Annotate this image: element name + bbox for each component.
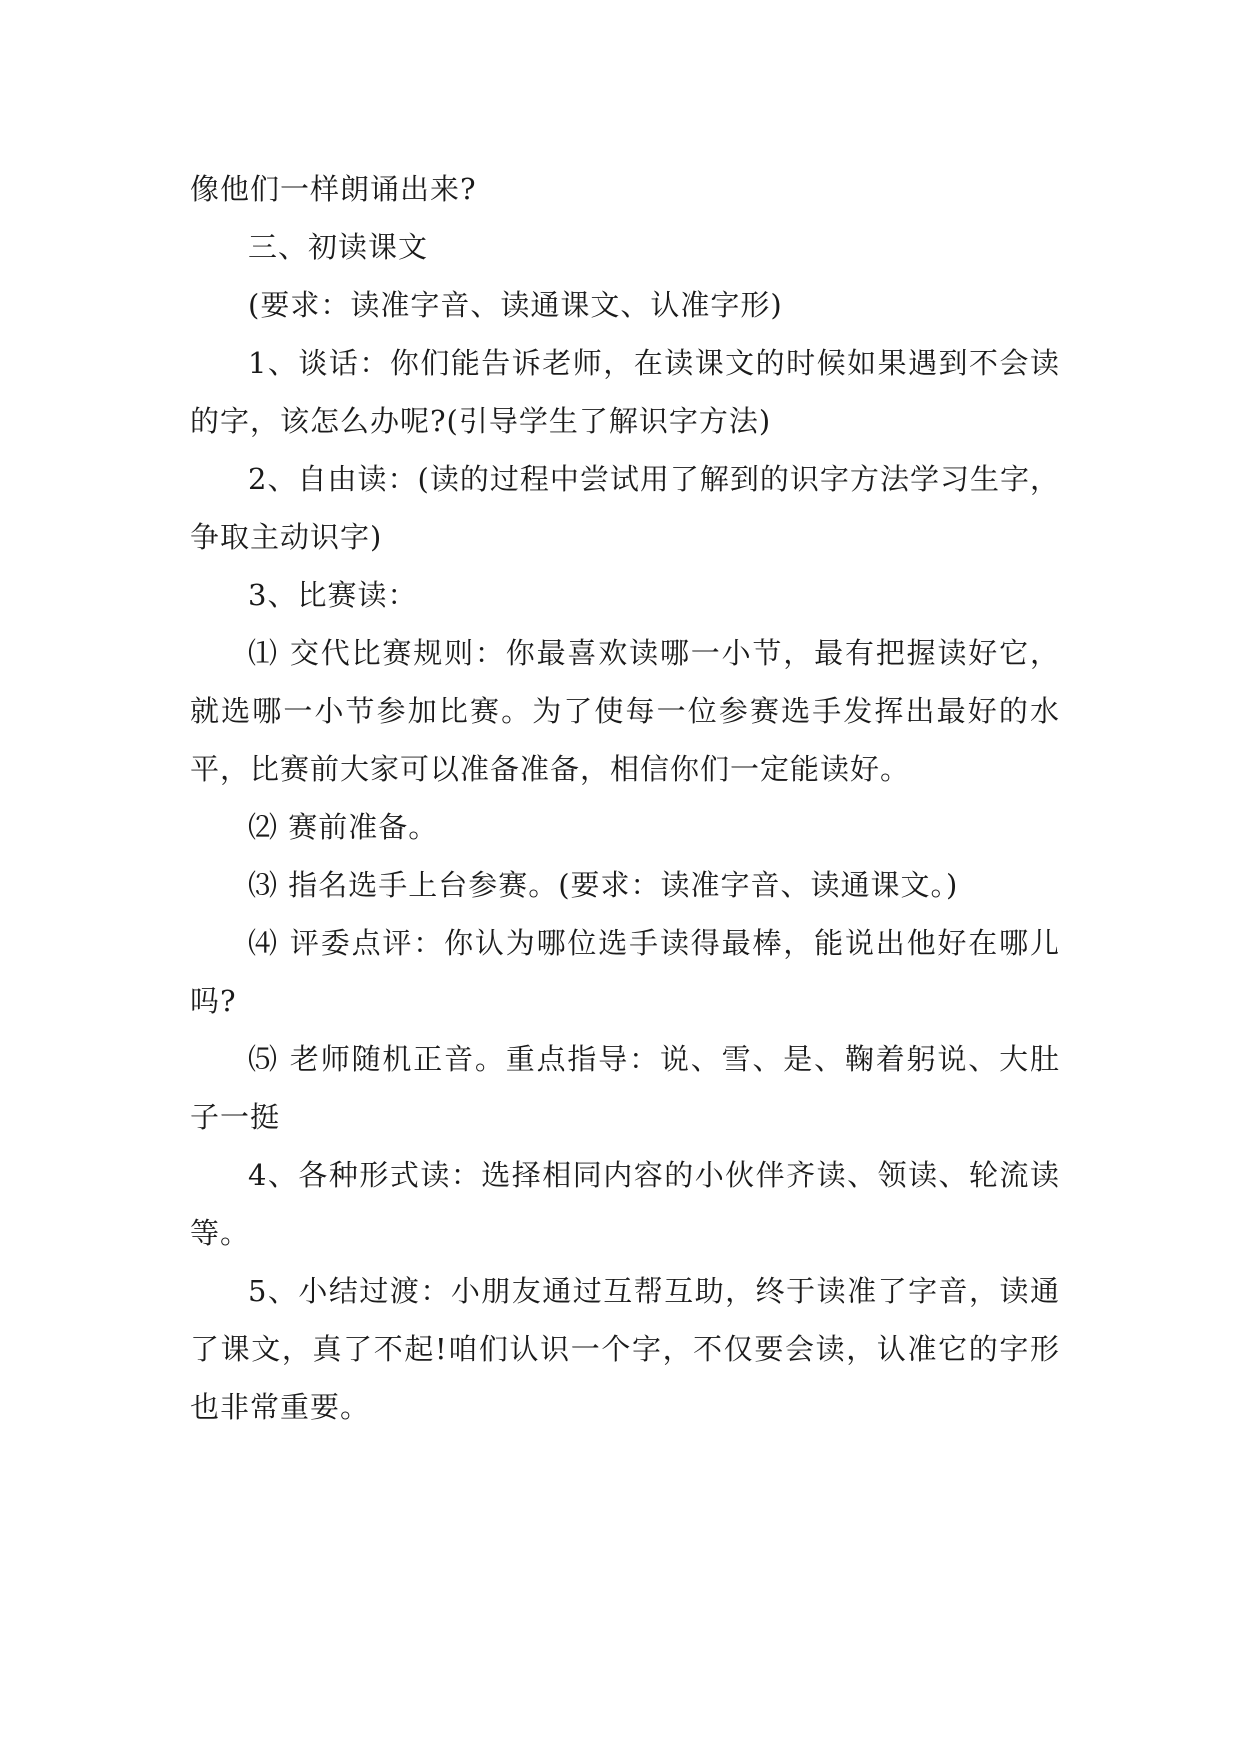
paragraph-substep-3: ⑶ 指名选手上台参赛。(要求：读准字音、读通课文。) [248, 868, 959, 902]
paragraph-requirement: (要求：读准字音、读通课文、认准字形) [248, 288, 783, 322]
paragraph-step-3: 3、比赛读： [248, 578, 418, 612]
paragraph-step-1: 1、谈话：你们能告诉老师，在读课文的时候如果遇到不会读的字，该怎么办呢?(引导学生了解识字方法) [190, 346, 1060, 438]
paragraph-step-5: 5、小结过渡：小朋友通过互帮互助，终于读准了字音，读通了课文，真了不起!咱们认识一个字，不仅要会读，认准它的字形也非常重要。 [190, 1274, 1060, 1424]
paragraph-step-2: 2、自由读：(读的过程中尝试用了解到的识字方法学习生字，争取主动识字) [190, 462, 1060, 554]
document-body [190, 160, 1060, 1436]
paragraph-substep-2: ⑵ 赛前准备。 [248, 810, 439, 844]
paragraph-substep-4: ⑷ 评委点评：你认为哪位选手读得最棒，能说出他好在哪儿吗? [190, 926, 1060, 1018]
paragraph-step-4: 4、各种形式读：选择相同内容的小伙伴齐读、领读、轮流读等。 [190, 1158, 1060, 1250]
paragraph-substep-5: ⑸ 老师随机正音。重点指导：说、雪、是、鞠着躬说、大肚子一挺 [190, 1042, 1060, 1134]
section-heading-3: 三、初读课文 [248, 230, 429, 264]
paragraph-1: 像他们一样朗诵出来? [190, 172, 477, 206]
paragraph-substep-1: ⑴ 交代比赛规则：你最喜欢读哪一小节，最有把握读好它，就选哪一小节参加比赛。为了使每一位参赛选手发挥出最好的水平，比赛前大家可以准备准备，相信你们一定能读好。 [190, 636, 1060, 786]
